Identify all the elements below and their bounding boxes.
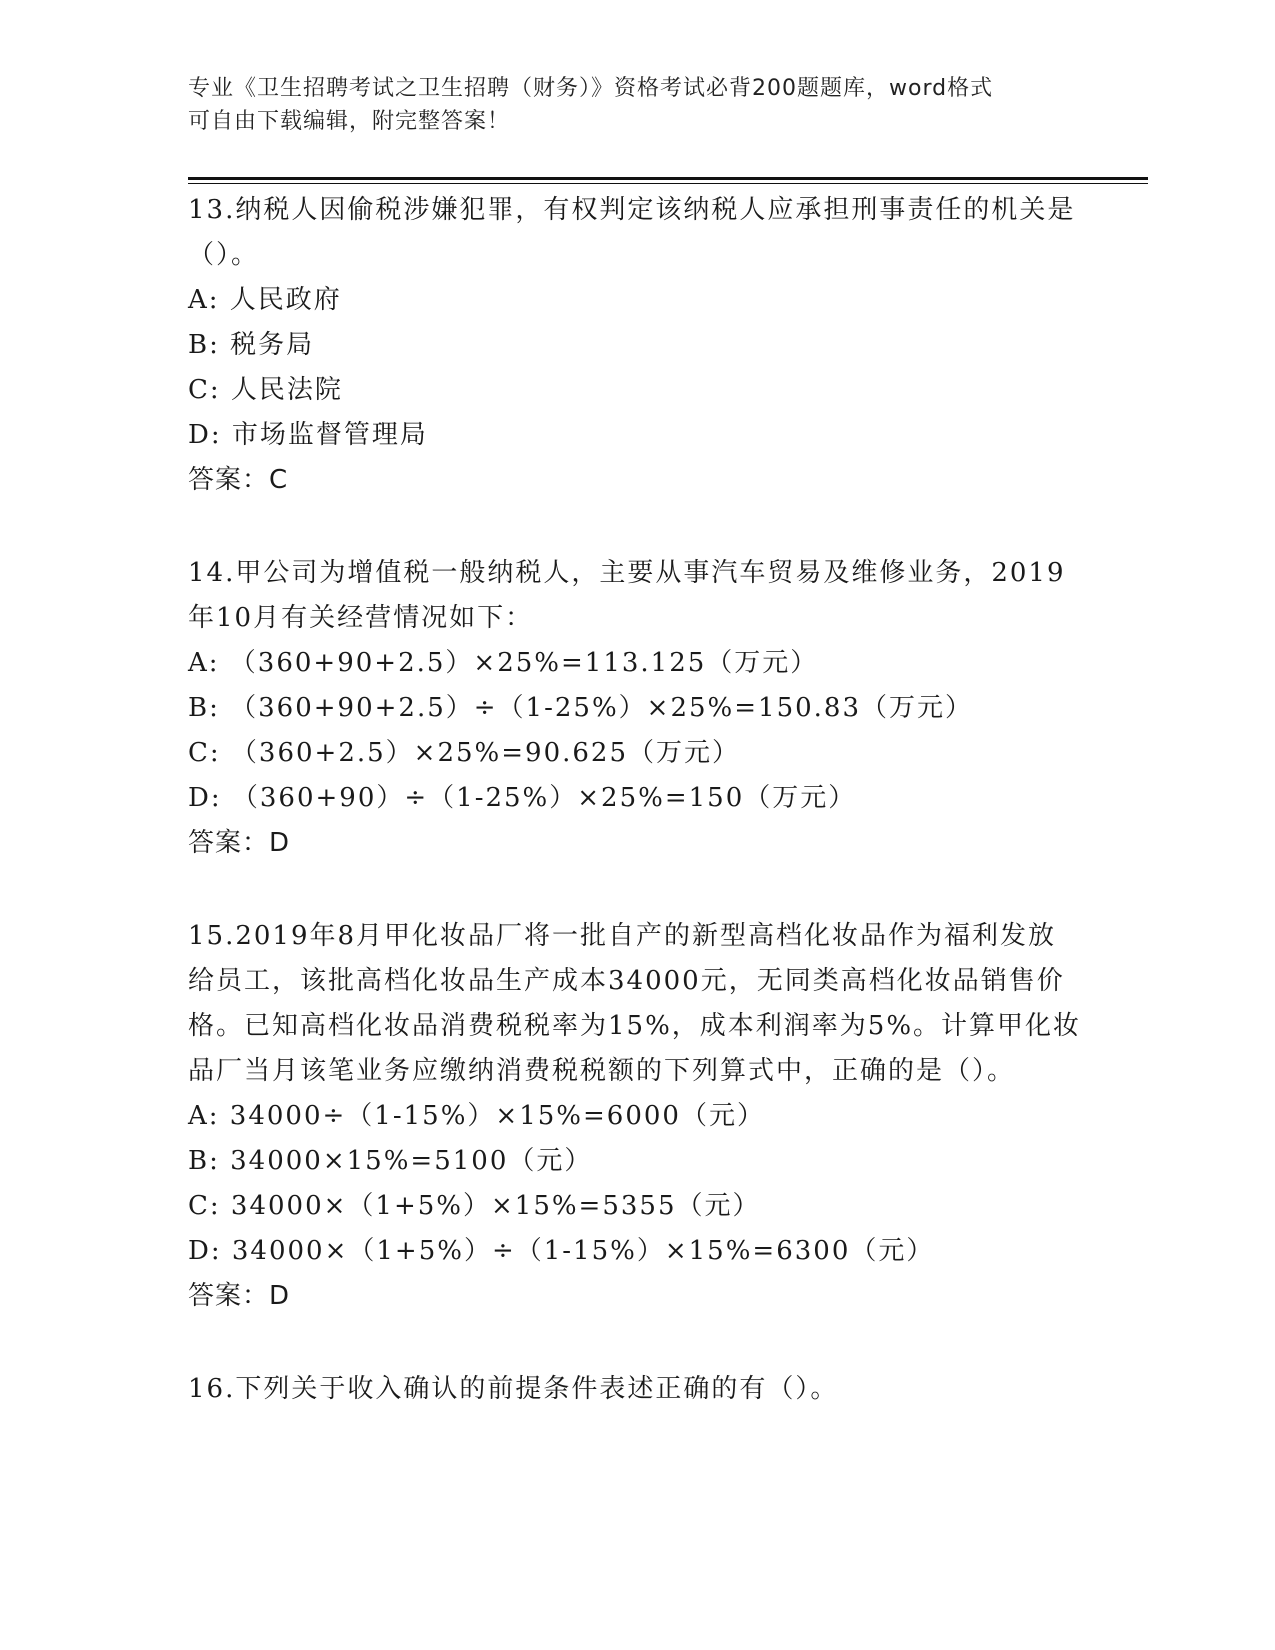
question-14 xyxy=(188,551,1083,866)
option-a: A: 人民政府 xyxy=(188,285,342,315)
option-c: C: （360+2.5）×25%=90.625（万元） xyxy=(188,738,741,768)
header-divider-thin xyxy=(188,183,1148,184)
answer-text: 答案：C xyxy=(188,465,289,495)
question-spacer xyxy=(188,1319,1083,1367)
question-13 xyxy=(188,188,1083,503)
header-line-1: 专业《卫生招聘考试之卫生招聘（财务）》资格考试必背200题题库，word格式 xyxy=(188,76,994,101)
question-stem: 14.甲公司为增值税一般纳税人，主要从事汽车贸易及维修业务，2019年10月有关经营情况如下： xyxy=(188,558,1066,633)
option-b: B: 税务局 xyxy=(188,330,315,360)
question-stem: 16.下列关于收入确认的前提条件表述正确的有（）。 xyxy=(188,1374,839,1404)
question-spacer xyxy=(188,866,1083,914)
option-c: C: 34000×（1+5%）×15%=5355（元） xyxy=(188,1191,761,1221)
question-list xyxy=(188,188,1083,1412)
option-c: C: 人民法院 xyxy=(188,375,343,405)
header-divider-thick xyxy=(188,177,1148,180)
option-d: D: 市场监督管理局 xyxy=(188,420,428,450)
question-stem: 13.纳税人因偷税涉嫌犯罪，有权判定该纳税人应承担刑事责任的机关是（）。 xyxy=(188,195,1076,270)
document-header xyxy=(188,72,1068,138)
question-spacer xyxy=(188,503,1083,551)
option-b: B: 34000×15%=5100（元） xyxy=(188,1146,593,1176)
question-16 xyxy=(188,1367,1083,1412)
option-d: D: 34000×（1+5%）÷（1-15%）×15%=6300（元） xyxy=(188,1236,935,1266)
question-stem: 15.2019年8月甲化妆品厂将一批自产的新型高档化妆品作为福利发放给员工，该批高档化妆品生产成本34000元，无同类高档化妆品销售价格。已知高档化妆品消费税税率为15%，成本利润率为5%。计算甲化妆品厂当月该笔业务应缴纳消费税税额的下列算式中，正确的是（）。 xyxy=(188,921,1082,1086)
option-b: B: （360+90+2.5）÷（1-25%）×25%=150.83（万元） xyxy=(188,693,973,723)
option-d: D: （360+90）÷（1-25%）×25%=150（万元） xyxy=(188,783,857,813)
header-line-2: 可自由下载编辑，附完整答案！ xyxy=(188,109,511,134)
option-a: A: 34000÷（1-15%）×15%=6000（元） xyxy=(188,1101,765,1131)
question-15 xyxy=(188,914,1083,1319)
answer-text: 答案：D xyxy=(188,828,291,858)
option-a: A: （360+90+2.5）×25%=113.125（万元） xyxy=(188,648,819,678)
answer-text: 答案：D xyxy=(188,1281,291,1311)
